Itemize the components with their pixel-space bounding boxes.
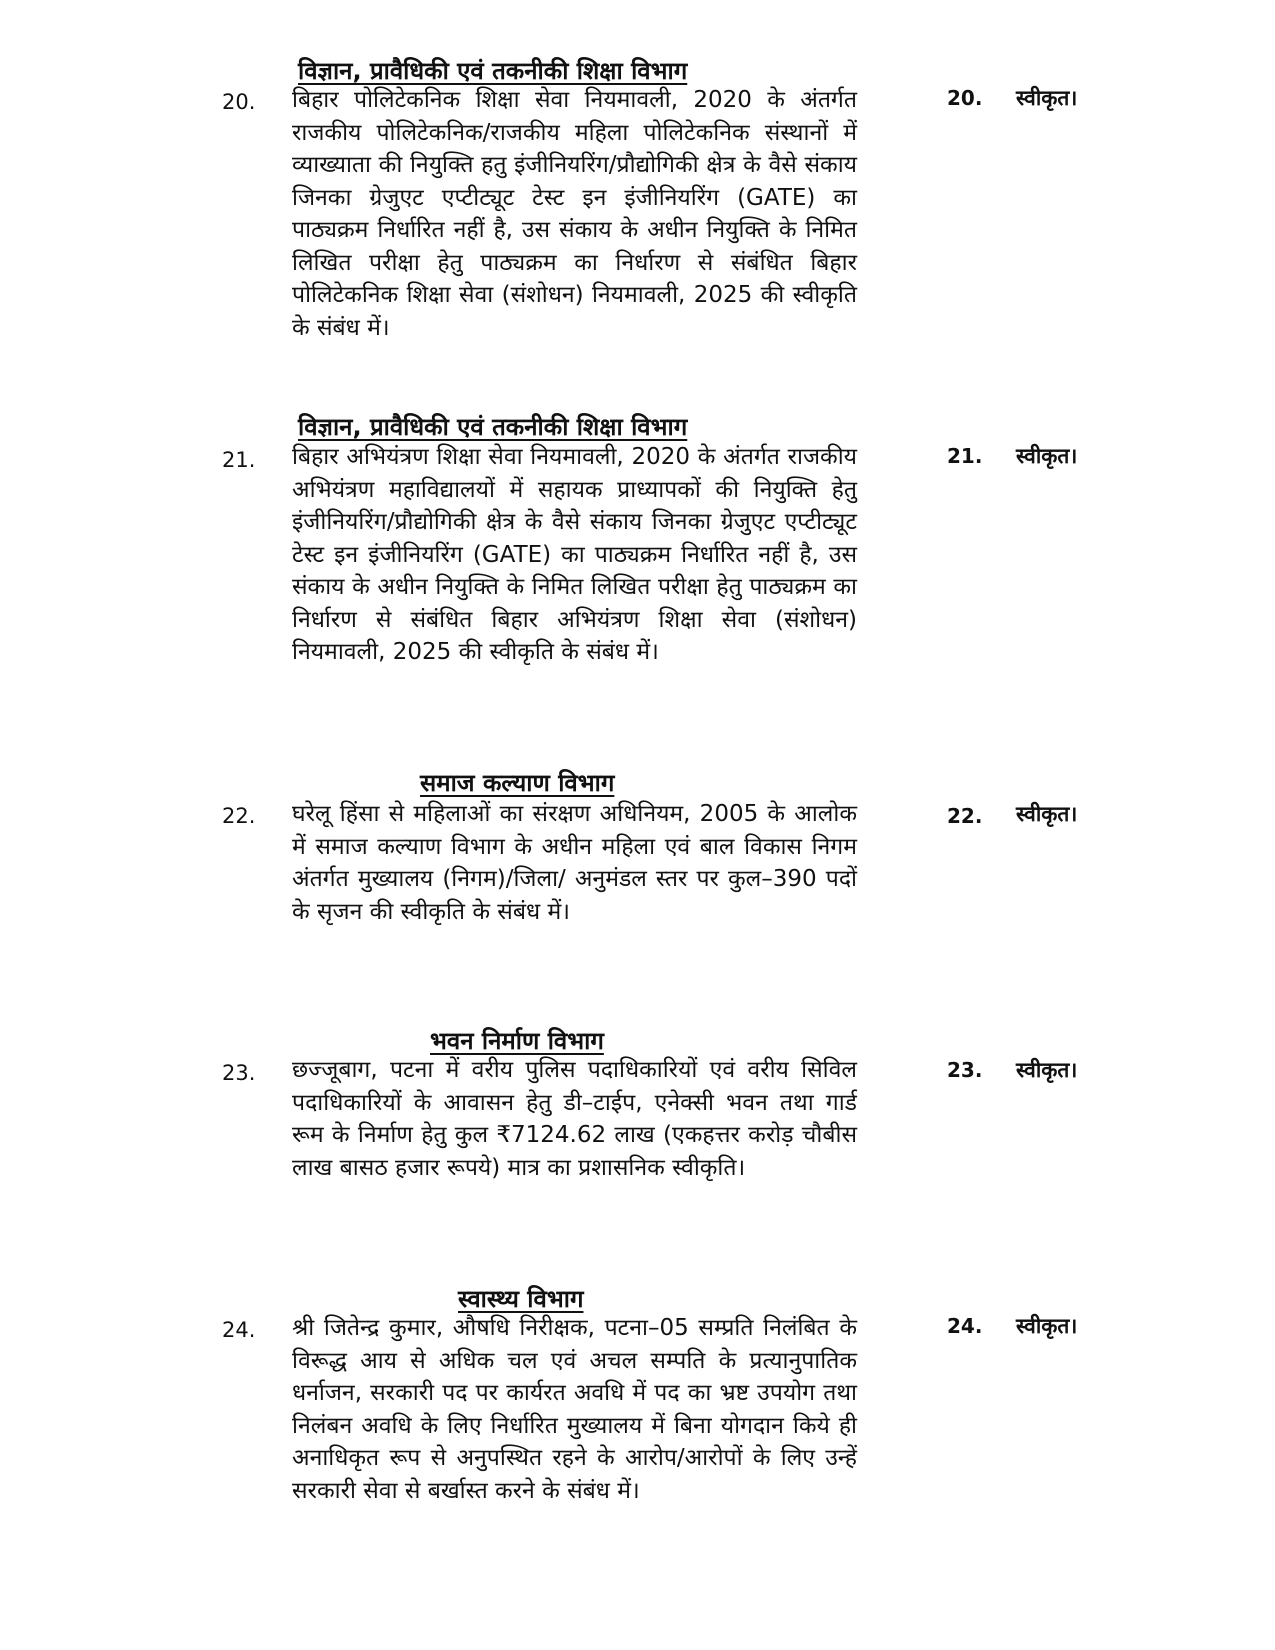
result-number: 24. <box>947 1314 983 1338</box>
result-number: 22. <box>947 804 983 828</box>
department-heading: विज्ञान, प्रावैधिकी एवं तकनीकी शिक्षा विभाग <box>298 413 688 441</box>
item-number: 22. <box>222 804 256 828</box>
item-number: 20. <box>222 90 256 114</box>
item-text: छज्जूबाग, पटना में वरीय पुलिस पदाधिकारियों एवं वरीय सिविल पदाधिकारियों के आवासन हेतु डी–टाईप, एनेक्सी भवन तथा गार्ड रूम के निर्माण हेतु कुल ₹7124.62 लाख (एकहत्तर करोड़ चौबीस लाख बासठ हजार रूपये) मात्र का प्रशासनिक स्वीकृति। <box>292 1057 857 1181</box>
item-number: 23. <box>222 1061 256 1085</box>
item-number: 24. <box>222 1318 256 1342</box>
status-approved: स्वीकृत। <box>1016 86 1078 110</box>
department-heading: स्वास्थ्य विभाग <box>458 1285 584 1313</box>
department-heading: समाज कल्याण विभाग <box>420 769 615 797</box>
item-text: घरेलू हिंसा से महिलाओं का संरक्षण अधिनियम, 2005 के आलोक में समाज कल्याण विभाग के अधीन महिला एवं बाल विकास निगम अंतर्गत मुख्यालय (निगम)/जिला/ अनुमंडल स्तर पर कुल–390 पदों के सृजन की स्वीकृति के संबंध में। <box>292 801 857 925</box>
item-text: बिहार अभियंत्रण शिक्षा सेवा नियमावली, 2020 के अंतर्गत राजकीय अभियंत्रण महाविद्यालयों में सहायक प्राध्यापकों की नियुक्ति हेतु इंजीनियरिंग/प्रौद्योगिकी क्षेत्र के वैसे संकाय जिनका ग्रेजुएट एप्टीट्यूट टेस्ट इन इंजीनियरिंग (GATE) का पाठ्यक्रम निर्धारित नहीं है, उस संकाय के अधीन नियुक्ति के निमित लिखित परीक्षा हेतु पाठ्यक्रम का निर्धारण से संबंधित बिहार अभियंत्रण शिक्षा सेवा (संशोधन) नियमावली, 2025 की स्वीकृति के संबंध में। <box>292 444 857 665</box>
status-approved: स्वीकृत। <box>1016 1058 1078 1082</box>
status-approved: स्वीकृत। <box>1016 444 1078 468</box>
department-heading: विज्ञान, प्रावैधिकी एवं तकनीकी शिक्षा विभाग <box>298 57 688 85</box>
item-text: बिहार पोलिटेकनिक शिक्षा सेवा नियमावली, 2020 के अंतर्गत राजकीय पोलिटेकनिक/राजकीय महिला पोलिटेकनिक संस्थानों में व्याख्याता की नियुक्ति हतु इंजीनियरिंग/प्रौद्योगिकी क्षेत्र के वैसे संकाय जिनका ग्रेजुएट एप्टीट्यूट टेस्ट इन इंजीनियरिंग (GATE) का पाठ्यक्रम निर्धारित नहीं है, उस संकाय के अधीन नियुक्ति के निमित लिखित परीक्षा हेतु पाठ्यक्रम का निर्धारण से संबंधित बिहार पोलिटेकनिक शिक्षा सेवा (संशोधन) नियमावली, 2025 की स्वीकृति के संबंध में। <box>292 87 857 341</box>
item-number: 21. <box>222 448 256 472</box>
status-approved: स्वीकृत। <box>1016 1314 1078 1338</box>
result-number: 21. <box>947 444 983 468</box>
result-number: 23. <box>947 1058 983 1082</box>
item-text: श्री जितेन्द्र कुमार, औषधि निरीक्षक, पटना–05 सम्प्रति निलंबित के विरूद्ध आय से अधिक चल एवं अचल सम्पति के प्रत्यानुपातिक धर्नाजन, सरकारी पद पर कार्यरत अवधि में पद का भ्रष्ट उपयोग तथा निलंबन अवधि के लिए निर्धारित मुख्यालय में बिना योगदान किये ही अनाधिकृत रूप से अनुपस्थित रहने के आरोप/आरोपों के लिए उन्हें सरकारी सेवा से बर्खास्त करने के संबंध में। <box>292 1315 857 1504</box>
status-approved: स्वीकृत। <box>1016 802 1078 826</box>
result-number: 20. <box>947 86 983 110</box>
department-heading: भवन निर्माण विभाग <box>430 1027 604 1055</box>
